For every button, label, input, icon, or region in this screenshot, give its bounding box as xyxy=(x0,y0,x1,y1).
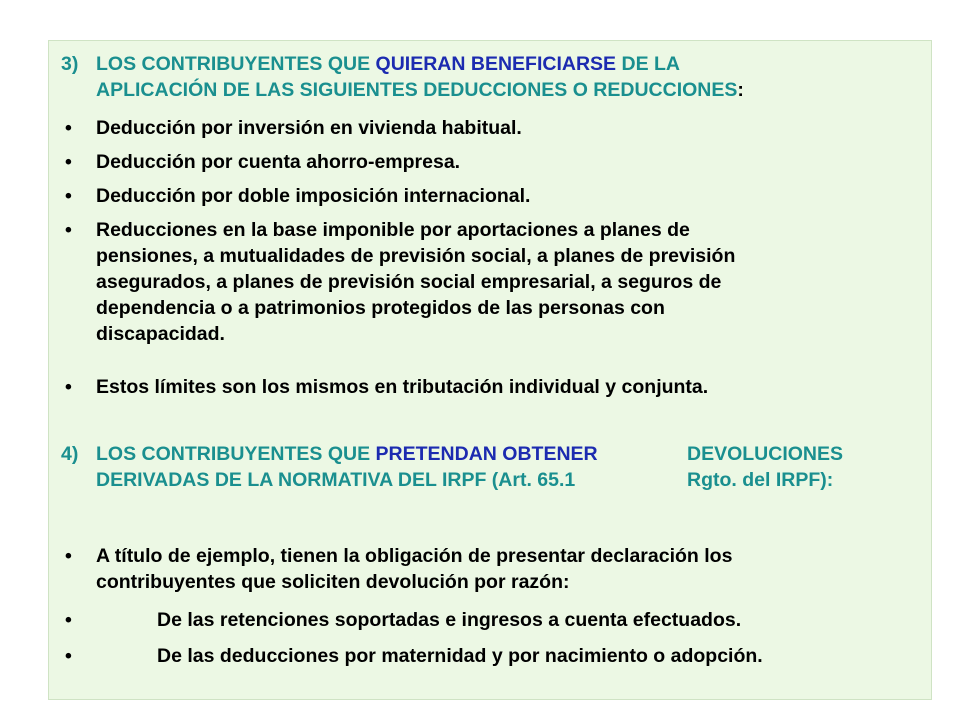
bullet-icon: • xyxy=(65,545,72,567)
section3-highlight: QUIERAN BENEFICIARSE xyxy=(375,53,617,75)
section4-number: 4) xyxy=(61,443,79,465)
bullet-icon: • xyxy=(65,645,72,667)
slide-panel: 3) LOS CONTRIBUYENTES QUE QUIERAN BENEFICIARSE DE LA APLICACIÓN DE LAS SIGUIENTES DEDUCCIONES O REDUCCIONES: • Deducción por inversión en vivienda habitual. • Deducción por cuenta ahorro-empresa. • Deducción por doble imposición internacional. • Reducciones en la base imponible por aportaciones a planes de pensiones, a mutualidades de previsión social, a planes de previsión asegurados, a planes de previsión social empresarial, a seguros de dependencia o a patrimonios protegidos de las personas con discapacidad. • Estos límites son los mismos en tributación individual y conjunta. 4) LOS CONTRIBUYENTES QUE PRETENDAN OBTENER DEVOLUCIONES DERIVADAS DE LA NORMATIVA DEL IRPF (Art. 65.1 Rgto. del IRPF): • A título de ejemplo, tienen la obligación de presentar declaración los contribuyentes que soliciten devolución por razón: • De las retenciones soportadas e ingresos a cuenta efectuados. • De las deducciones por maternidad y por nacimiento o adopción. xyxy=(48,40,932,700)
bullet-icon: • xyxy=(65,376,72,398)
section4-highlight: PRETENDAN OBTENER xyxy=(375,443,598,465)
section3-number: 3) xyxy=(61,53,79,75)
section3-heading-line2: APLICACIÓN DE LAS SIGUIENTES DEDUCCIONES O REDUCCIONES: xyxy=(96,79,744,101)
bullet-icon: • xyxy=(65,185,72,207)
bullet-icon: • xyxy=(65,609,72,631)
section4-heading-line1: LOS CONTRIBUYENTES QUE PRETENDAN OBTENER xyxy=(96,443,598,465)
bullet-icon: • xyxy=(65,151,72,173)
section3-heading-line1: LOS CONTRIBUYENTES QUE QUIERAN BENEFICIARSE DE LA xyxy=(96,53,680,75)
bullet-icon: • xyxy=(65,117,72,139)
bullet-icon: • xyxy=(65,219,72,241)
section4-heading-line2: DERIVADAS DE LA NORMATIVA DEL IRPF (Art. 65.1 xyxy=(96,469,576,491)
